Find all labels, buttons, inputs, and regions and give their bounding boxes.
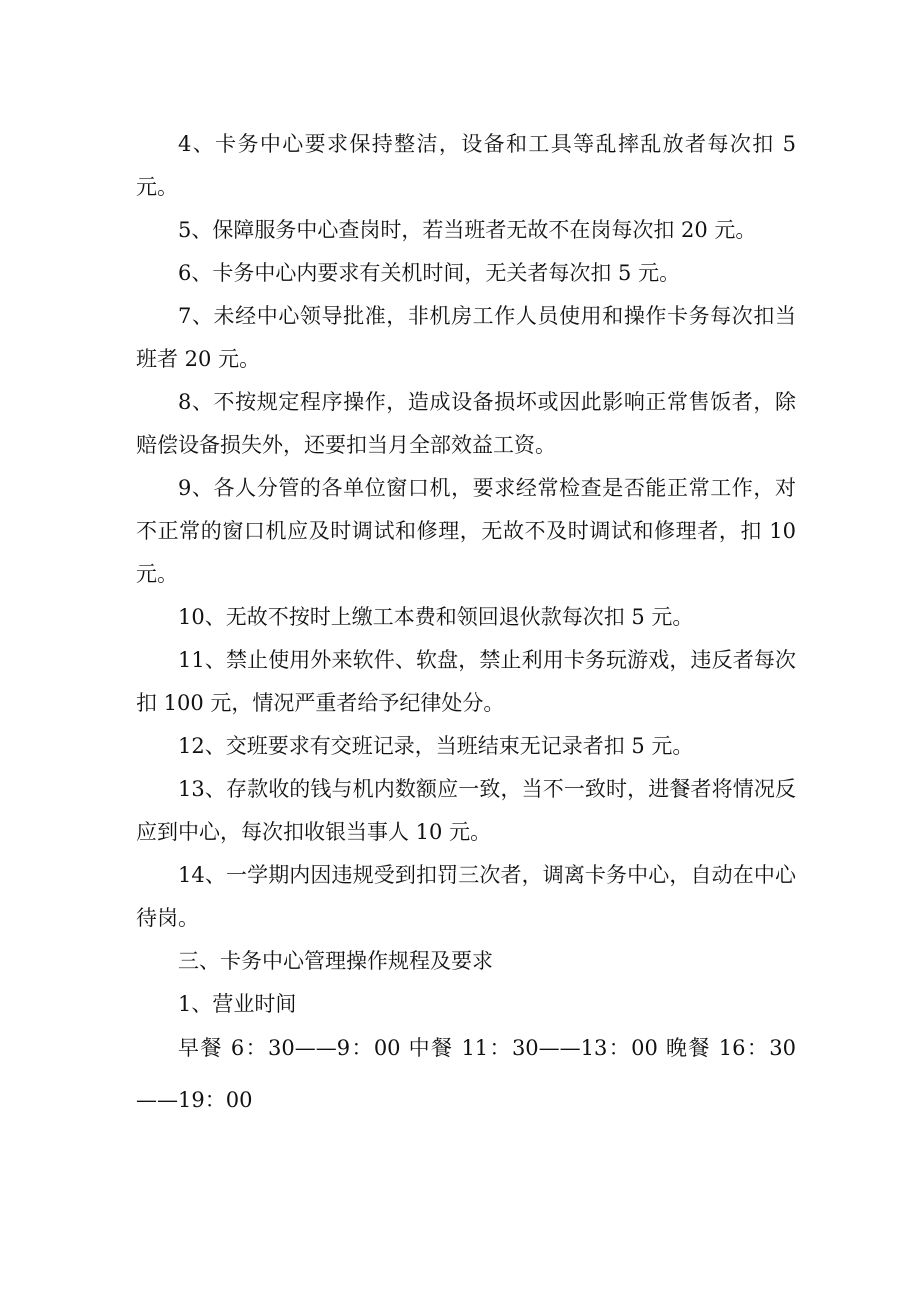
rule-item-9: 9、各人分管的各单位窗口机，要求经常检查是否能正常工作，对不正常的窗口机应及时调试和修理，无故不及时调试和修理者，扣 10 元。 — [136, 476, 796, 586]
rule-item-7: 7、未经中心领导批准，非机房工作人员使用和操作卡务每次扣当班者 20 元。 — [136, 304, 796, 371]
rule-item-8: 8、不按规定程序操作，造成设备损坏或因此影响正常售饭者，除赔偿设备损失外，还要扣当月全部效益工资。 — [136, 390, 796, 457]
document-page — [136, 123, 796, 1126]
section-heading: 三、卡务中心管理操作规程及要求 — [178, 949, 493, 973]
rule-item-12: 12、交班要求有交班记录，当班结束无记录者扣 5 元。 — [178, 734, 694, 758]
rule-item-5: 5、保障服务中心查岗时，若当班者无故不在岗每次扣 20 元。 — [178, 218, 757, 242]
subsection-business-hours: 1、营业时间 — [178, 992, 297, 1016]
rule-item-14: 14、一学期内因违规受到扣罚三次者，调离卡务中心，自动在中心待岗。 — [136, 863, 796, 930]
rule-item-6: 6、卡务中心内要求有关机时间，无关者每次扣 5 元。 — [178, 261, 681, 285]
meal-schedule: 早餐 6：30——9：00 中餐 11：30——13：00 晚餐 16：30——19：00 — [136, 1036, 796, 1112]
rule-item-11: 11、禁止使用外来软件、软盘，禁止利用卡务玩游戏，违反者每次扣 100 元，情况严重者给予纪律处分。 — [136, 648, 796, 715]
rule-item-10: 10、无故不按时上缴工本费和领回退伙款每次扣 5 元。 — [178, 605, 694, 629]
rule-item-4: 4、卡务中心要求保持整洁，设备和工具等乱摔乱放者每次扣 5 元。 — [136, 132, 796, 199]
rule-item-13: 13、存款收的钱与机内数额应一致，当不一致时，进餐者将情况反应到中心，每次扣收银当事人 10 元。 — [136, 777, 796, 844]
